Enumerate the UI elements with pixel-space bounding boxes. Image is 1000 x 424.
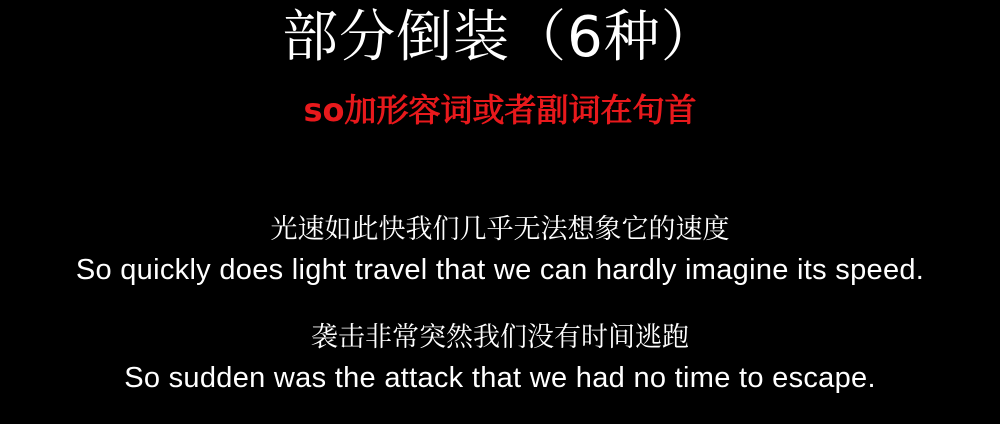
example-english-text: So quickly does light travel that we can hardly imagine its speed.: [75, 254, 925, 286]
slide-title: 部分倒装（6种）: [282, 5, 718, 70]
example-chinese-text: 光速如此快我们几乎无法想象它的速度: [270, 214, 730, 245]
slide-subtitle: so加形容词或者副词在句首: [303, 91, 697, 129]
example-sentence-pair: [0, 318, 1000, 398]
example-english-text: So sudden was the attack that we had no time to escape.: [124, 362, 876, 394]
example-chinese-text: 袭击非常突然我们没有时间逃跑: [311, 322, 689, 353]
example-sentence-pair: [0, 210, 1000, 290]
